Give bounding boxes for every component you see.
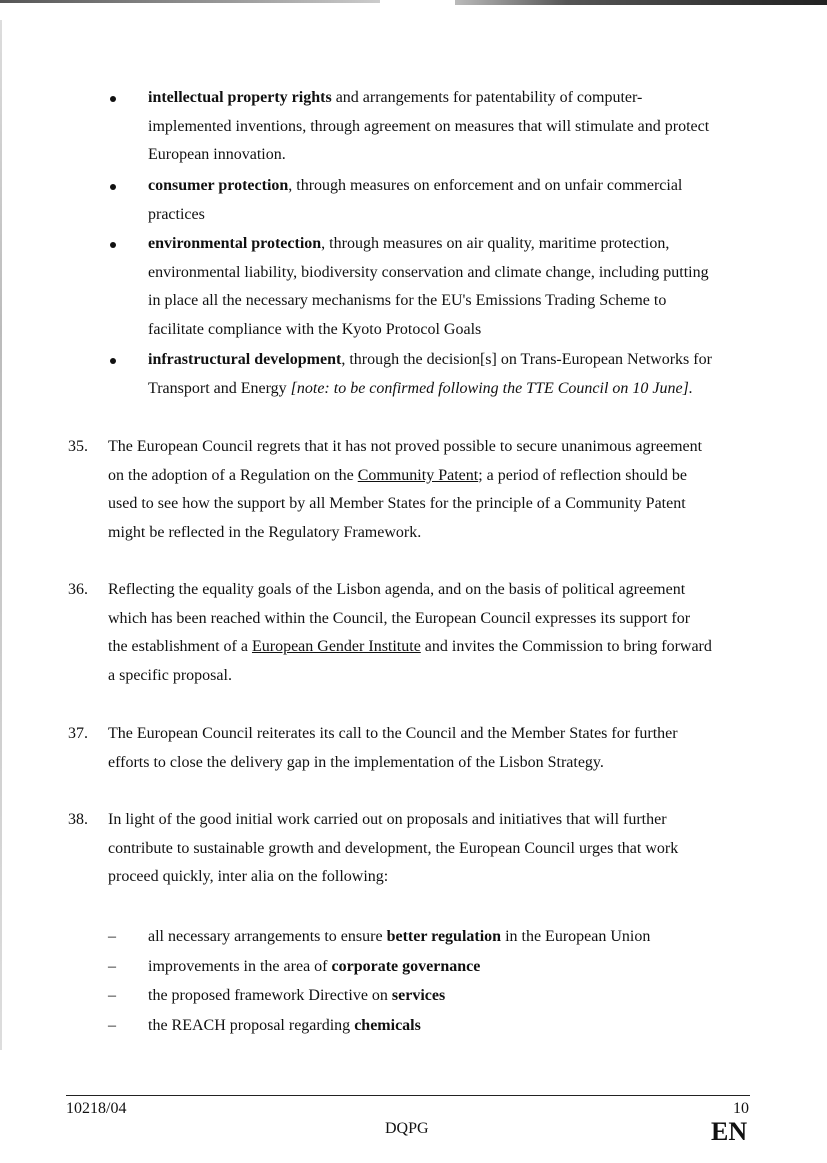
bold-term: intellectual property rights bbox=[148, 89, 332, 106]
text-run: environmental liability, biodiversity conservation and climate change, including putting bbox=[148, 263, 709, 281]
paragraph-number: 38. bbox=[68, 811, 88, 828]
text-line bbox=[108, 637, 712, 657]
text-run: ; a period of reflection should be bbox=[478, 466, 688, 484]
text-line bbox=[108, 494, 686, 514]
footer-document-reference: 10218/04 bbox=[66, 1100, 127, 1117]
text-run: in place all the necessary mechanisms for the EU's Emissions Trading Scheme to bbox=[148, 292, 667, 310]
bold-term: environmental protection bbox=[148, 235, 322, 252]
bullet-point bbox=[110, 96, 116, 102]
text-run: European innovation. bbox=[148, 146, 286, 164]
text-run: the establishment of a bbox=[108, 638, 252, 656]
scan-artifact-left-edge bbox=[0, 20, 2, 1050]
text-line bbox=[108, 724, 678, 744]
text-line bbox=[148, 350, 712, 370]
bullet-point bbox=[110, 184, 116, 190]
text-line bbox=[148, 379, 693, 399]
footer-page-number: 10 bbox=[733, 1100, 749, 1117]
text-run: and invites the Commission to bring forward bbox=[420, 638, 712, 656]
text-line bbox=[148, 145, 286, 165]
text-run: in the European Union bbox=[501, 928, 651, 945]
text-line bbox=[148, 1016, 421, 1036]
bold-term: better regulation bbox=[386, 928, 502, 945]
dash-marker: – bbox=[108, 1017, 116, 1034]
text-run: contribute to sustainable growth and development, the European Council urges that work bbox=[108, 839, 679, 857]
bold-term: corporate governance bbox=[331, 958, 481, 975]
text-run: and arrangements for patentability of computer- bbox=[331, 89, 643, 106]
text-line bbox=[148, 957, 480, 977]
text-run: on the adoption of a Regulation on the bbox=[108, 466, 358, 484]
text-run: the REACH proposal regarding bbox=[148, 1017, 355, 1034]
bullet-point bbox=[110, 358, 116, 364]
text-line bbox=[108, 753, 604, 773]
text-line bbox=[108, 867, 388, 887]
text-line bbox=[108, 810, 667, 830]
text-run: facilitate compliance with the Kyoto Protocol Goals bbox=[148, 321, 482, 339]
footer-department: DQPG bbox=[385, 1120, 429, 1137]
footer-rule bbox=[66, 1095, 750, 1096]
text-line bbox=[148, 117, 709, 137]
text-run: Reflecting the equality goals of the Lisbon agenda, and on the basis of political agreement bbox=[108, 581, 686, 598]
text-line bbox=[108, 666, 232, 686]
text-line bbox=[108, 466, 687, 486]
underlined-term: Community Patent bbox=[357, 466, 479, 484]
text-run: which has been reached within the Council, the European Council expresses its support for bbox=[108, 609, 691, 627]
text-line bbox=[148, 320, 481, 340]
bold-term: services bbox=[391, 987, 446, 1004]
text-run: efforts to close the delivery gap in the implementation of the Lisbon Strategy. bbox=[108, 753, 604, 771]
text-run: the proposed framework Directive on bbox=[148, 987, 392, 1004]
dash-marker: – bbox=[108, 928, 116, 945]
dash-marker: – bbox=[108, 958, 116, 975]
footer-language-code: EN bbox=[711, 1117, 748, 1146]
text-run: improvements in the area of bbox=[148, 958, 332, 975]
text-run: proceed quickly, inter alia on the following: bbox=[108, 868, 389, 886]
text-line bbox=[108, 580, 685, 600]
text-run: The European Council regrets that it has not proved possible to secure unanimous agreement bbox=[108, 438, 703, 455]
text-line bbox=[108, 437, 702, 457]
bullet-point bbox=[110, 242, 116, 248]
text-line bbox=[148, 927, 650, 947]
text-line bbox=[148, 88, 642, 108]
text-line bbox=[148, 263, 709, 283]
text-line bbox=[108, 523, 421, 543]
text-run: , through the decision[s] on Trans-European Networks for bbox=[341, 351, 712, 368]
paragraph-number: 36. bbox=[68, 581, 88, 598]
text-run: In light of the good initial work carried out on proposals and initiatives that will further bbox=[108, 811, 667, 828]
text-run: implemented inventions, through agreement on measures that will stimulate and protect bbox=[148, 117, 710, 135]
scan-artifact-top-right bbox=[455, 0, 827, 5]
bold-term: consumer protection bbox=[148, 177, 289, 194]
text-run: [note: to be confirmed following the TTE Council on 10 June]. bbox=[290, 379, 693, 397]
scan-artifact-top-left bbox=[0, 0, 380, 3]
bold-term: infrastructural development bbox=[148, 351, 342, 368]
text-run: Transport and Energy bbox=[148, 379, 291, 397]
text-line bbox=[148, 291, 666, 311]
underlined-term: European Gender Institute bbox=[251, 638, 421, 656]
text-line bbox=[148, 234, 669, 254]
text-run: used to see how the support by all Member States for the principle of a Community Patent bbox=[108, 495, 686, 513]
paragraph-number: 37. bbox=[68, 725, 88, 742]
text-line bbox=[108, 609, 690, 629]
paragraph-number: 35. bbox=[68, 438, 88, 455]
text-run: , through measures on enforcement and on unfair commercial bbox=[288, 177, 683, 194]
text-line bbox=[148, 176, 682, 196]
text-line bbox=[148, 986, 445, 1006]
text-run: , through measures on air quality, maritime protection, bbox=[321, 235, 670, 252]
text-run: might be reflected in the Regulatory Framework. bbox=[108, 524, 422, 542]
text-run: practices bbox=[148, 205, 205, 223]
text-run: a specific proposal. bbox=[108, 667, 232, 685]
text-run: The European Council reiterates its call to the Council and the Member States for further bbox=[108, 725, 678, 742]
text-line bbox=[148, 205, 205, 225]
text-run: all necessary arrangements to ensure bbox=[148, 928, 387, 945]
bold-term: chemicals bbox=[354, 1017, 421, 1034]
dash-marker: – bbox=[108, 987, 116, 1004]
text-line bbox=[108, 839, 678, 859]
